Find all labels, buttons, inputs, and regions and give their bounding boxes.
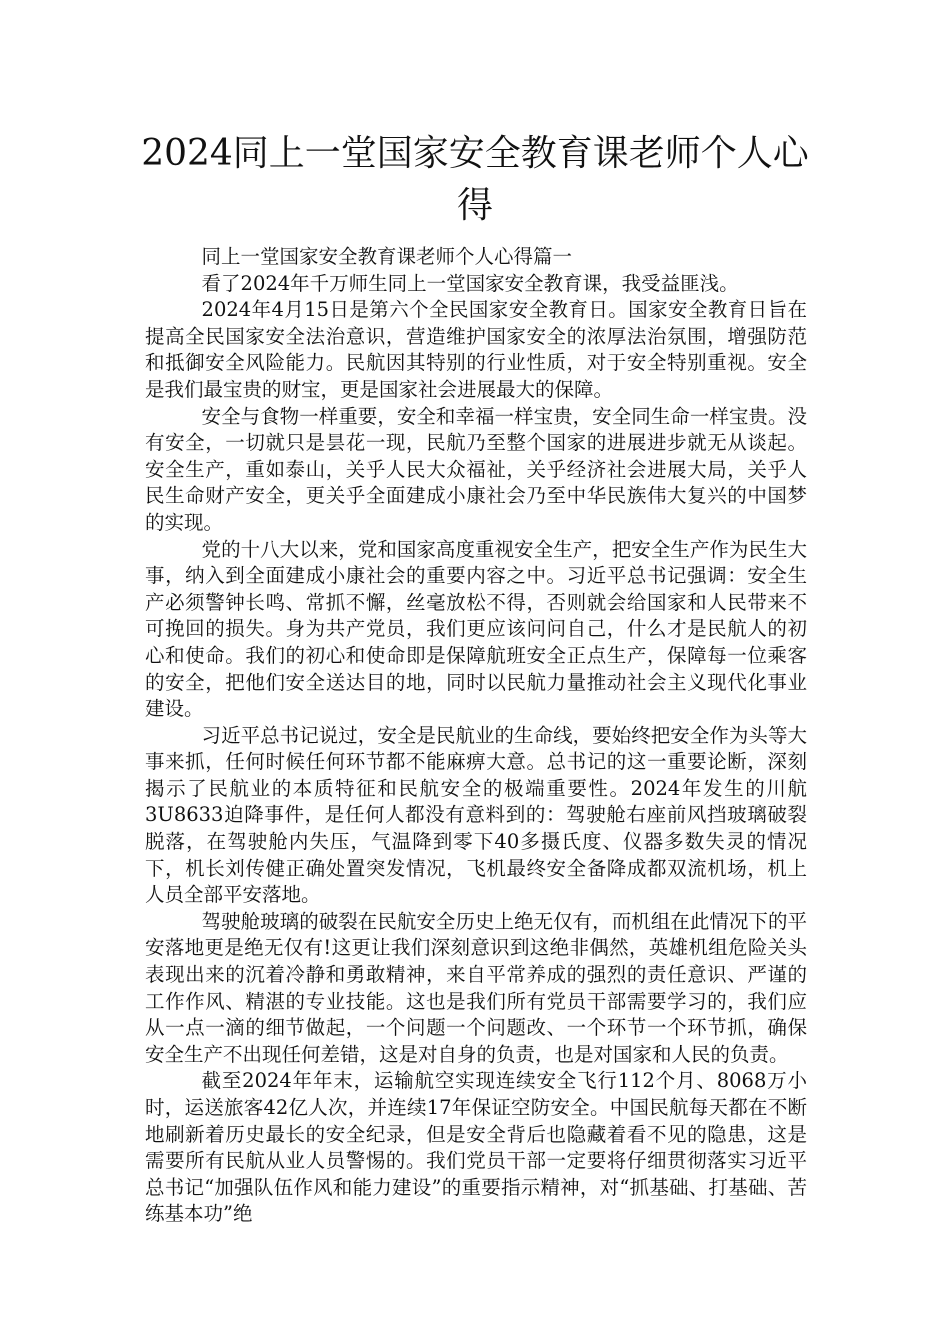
paragraph: 驾驶舱玻璃的破裂在民航安全历史上绝无仅有，而机组在此情况下的平安落地更是绝无仅有!这更让我们深刻意识到这绝非偶然，英雄机组危险关头表现出来的沉着冷静和勇敢精神，来自平常养成的强烈的责任意识、严谨的工作作风、精湛的专业技能。这也是我们所有党员干部需要学习的，我们应从一点一滴的细节做起，一个问题一个问题改、一个环节一个环节抓，确保安全生产不出现任何差错，这是对自身的负责，也是对国家和人民的负责。 — [145, 909, 807, 1066]
document-title: 2024同上一堂国家安全教育课老师个人心得 — [141, 133, 809, 226]
paragraph: 看了2024年千万师生同上一堂国家安全教育课，我受益匪浅。 — [201, 271, 739, 295]
document-body — [145, 244, 807, 1228]
paragraph: 习近平总书记说过，安全是民航业的生命线，要始终把安全作为头等大事来抓，任何时候任何环节都不能麻痹大意。总书记的这一重要论断，深刻揭示了民航业的本质特征和民航安全的极端重要性。2024年发生的川航3U8633迫降事件，是任何人都没有意料到的：驾驶舱右座前风挡玻璃破裂脱落，在驾驶舱内失压，气温降到零下40多摄氏度、仪器多数失灵的情况下，机长刘传健正确处置突发情况，飞机最终安全备降成都双流机场，机上人员全部平安落地。 — [145, 723, 807, 907]
paragraph: 2024年4月15日是第六个全民国家安全教育日。国家安全教育日旨在提高全民国家安全法治意识，营造维护国家安全的浓厚法治氛围，增强防范和抵御安全风险能力。民航因其特别的行业性质，对于安全特别重视。安全是我们最宝贵的财宝，更是国家社会进展最大的保障。 — [145, 298, 807, 401]
paragraph: 党的十八大以来，党和国家高度重视安全生产，把安全生产作为民生大事，纳入到全面建成小康社会的重要内容之中。习近平总书记强调：安全生产必须警钟长鸣、常抓不懈，丝毫放松不得，否则就会给国家和人民带来不可挽回的损失。身为共产党员，我们更应该问问自己，什么才是民航人的初心和使命。我们的初心和使命即是保障航班安全正点生产，保障每一位乘客的安全，把他们安全送达目的地，同时以民航力量推动社会主义现代化事业建设。 — [145, 537, 807, 721]
paragraph-heading: 同上一堂国家安全教育课老师个人心得篇一 — [201, 245, 573, 268]
paragraph: 安全与食物一样重要，安全和幸福一样宝贵，安全同生命一样宝贵。没有安全，一切就只是昙花一现，民航乃至整个国家的进展进步就无从谈起。安全生产，重如泰山，关乎人民大众福祉，关乎经济社会进展大局，关乎人民生命财产安全，更关乎全面建成小康社会乃至中华民族伟大复兴的中国梦的实现。 — [145, 404, 807, 534]
paragraph: 截至2024年年末，运输航空实现连续安全飞行112个月、8068万小时，运送旅客42亿人次，并连续17年保证空防安全。中国民航每天都在不断地刷新着历史最长的安全纪录，但是安全背后也隐藏着看不见的隐患，这是需要所有民航从业人员警惕的。我们党员干部一定要将仔细贯彻落实习近平总书记“加强队伍作风和能力建设”的重要指示精神，对“抓基础、打基础、苦练基本功”绝 — [145, 1069, 807, 1226]
